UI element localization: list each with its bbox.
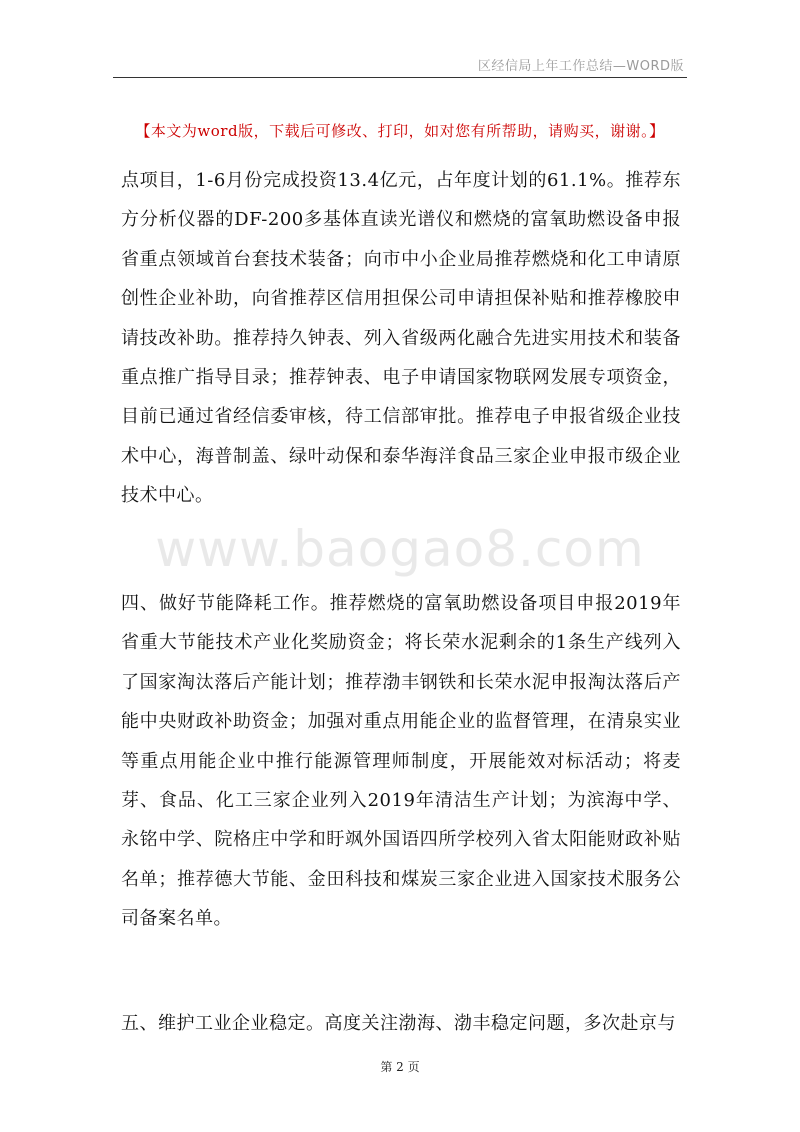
body-paragraph-3: 五、维护工业企业稳定。高度关注渤海、渤丰稳定问题，多次赴京与 [121, 1013, 676, 1034]
body-paragraph-2: 四、做好节能降耗工作。推荐燃烧的富氧助燃设备项目申报2019年省重大节能技术产业化奖励资金；将长荣水泥剩余的1条生产线列入了国家淘汰落后产能计划；推荐渤丰钢铁和长荣水泥申报淘汰落后产能中央财政补助资金；加强对重点用能企业的监督管理，在清泉实业等重点用能企业中推行能源管理师制度，开展能效对标活动；将麦芽、食品、化工三家企业列入2019年清洁生产计划；为滨海中学、永铭中学、院格庄中学和盱飒外国语四所学校列入省太阳能财政补贴名单；推荐德大节能、金田科技和煤炭三家企业进入国家技术服务公司备案名单。 [121, 593, 681, 930]
purchase-notice: 【本文为word版，下载后可修改、打印，如对您有所帮助，请购买，谢谢。】 [135, 122, 665, 140]
watermark: www.baogao8.com [155, 520, 645, 578]
page-number: 第 2 页 [380, 1060, 420, 1074]
header-divider [113, 77, 687, 78]
body-paragraph-1: 点项目，1-6月份完成投资13.4亿元，占年度计划的61.1%。推荐东方分析仪器的DF-200多基体直读光谱仪和燃烧的富氧助燃设备申报省重点领域首台套技术装备；向市中小企业局推荐燃烧和化工申请原创性企业补助，向省推荐区信用担保公司申请担保补贴和推荐橡胶申请技改补助。推荐持久钟表、列入省级两化融合先进实用技术和装备重点推广指导目录；推荐钟表、电子申请国家物联网发展专项资金，目前已通过省经信委审核，待工信部审批。推荐电子申报省级企业技术中心，海普制盖、绿叶动保和泰华海洋食品三家企业申报市级企业技术中心。 [121, 170, 681, 507]
header-title: 区经信局上年工作总结—WORD版 [477, 59, 684, 74]
